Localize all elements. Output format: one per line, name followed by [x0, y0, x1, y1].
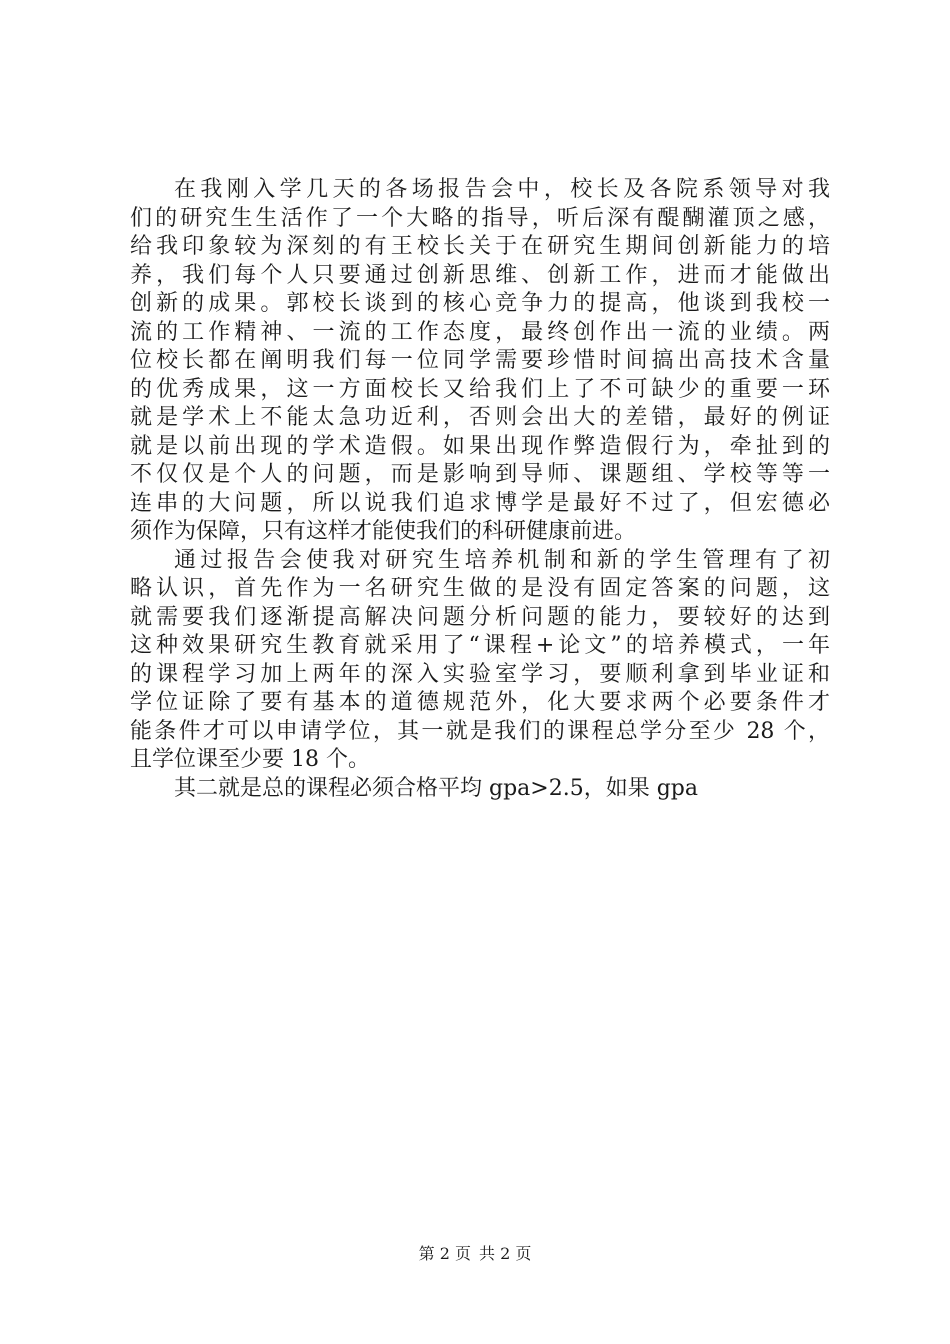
- text-line: 养，我们每个人只要通过创新思维、创新工作，进而才能做出: [130, 262, 830, 288]
- text-line: 且学位课至少要 18 个。: [130, 747, 370, 772]
- page-total: 共 2 页: [479, 1244, 532, 1263]
- page-number: 第 2 页: [418, 1244, 471, 1263]
- text-line: 创新的成果。郭校长谈到的核心竞争力的提高，他谈到我校一: [130, 291, 830, 316]
- paragraph-3: [130, 775, 830, 804]
- text-line: 须作为保障，只有这样才能使我们的科研健康前进。: [130, 519, 637, 544]
- text-line: 在我刚入学几天的各场报告会中，校长及各院系领导对我: [174, 177, 830, 202]
- text-line: 这种效果研究生教育就采用了“课程+论文”的培养模式，一年: [130, 633, 830, 658]
- text-line: 流的工作精神、一流的工作态度，最终创作出一流的业绩。两: [130, 319, 830, 345]
- text-line: 连串的大问题，所以说我们追求博学是最好不过了，但宏德必: [130, 490, 830, 516]
- page-footer: [0, 1244, 950, 1264]
- text-line: 通过报告会使我对研究生培养机制和新的学生管理有了初: [174, 547, 830, 573]
- text-line: 给我印象较为深刻的有王校长关于在研究生期间创新能力的培: [130, 234, 830, 259]
- text-line: 就是学术上不能太急功近利，否则会出大的差错，最好的例证: [130, 405, 830, 430]
- text-line: 略认识，首先作为一名研究生做的是没有固定答案的问题，这: [130, 576, 830, 601]
- text-line: 位校长都在阐明我们每一位同学需要珍惜时间搞出高技术含量: [130, 348, 830, 373]
- text-line: 就是以前出现的学术造假。如果出现作弊造假行为，牵扯到的: [130, 433, 830, 459]
- paragraph-2: [130, 547, 830, 775]
- text-line: 的优秀成果，这一方面校长又给我们上了不可缺少的重要一环: [130, 376, 830, 402]
- text-line: 其二就是总的课程必须合格平均 gpa>2.5，如果 gpa: [174, 775, 698, 801]
- text-line: 的课程学习加上两年的深入实验室学习，要顺利拿到毕业证和: [130, 661, 830, 687]
- text-line: 学位证除了要有基本的道德规范外，化大要求两个必要条件才: [130, 690, 830, 715]
- text-line: 能条件才可以申请学位，其一就是我们的课程总学分至少 28 个，: [130, 718, 830, 744]
- text-line: 们的研究生生活作了一个大略的指导，听后深有醍醐灌顶之感，: [130, 205, 830, 231]
- document-body: [130, 176, 830, 803]
- text-line: 不仅仅是个人的问题，而是影响到导师、课题组、学校等等一: [130, 462, 830, 487]
- text-line: 就需要我们逐渐提高解决问题分析问题的能力，要较好的达到: [130, 604, 830, 630]
- paragraph-1: [130, 176, 830, 547]
